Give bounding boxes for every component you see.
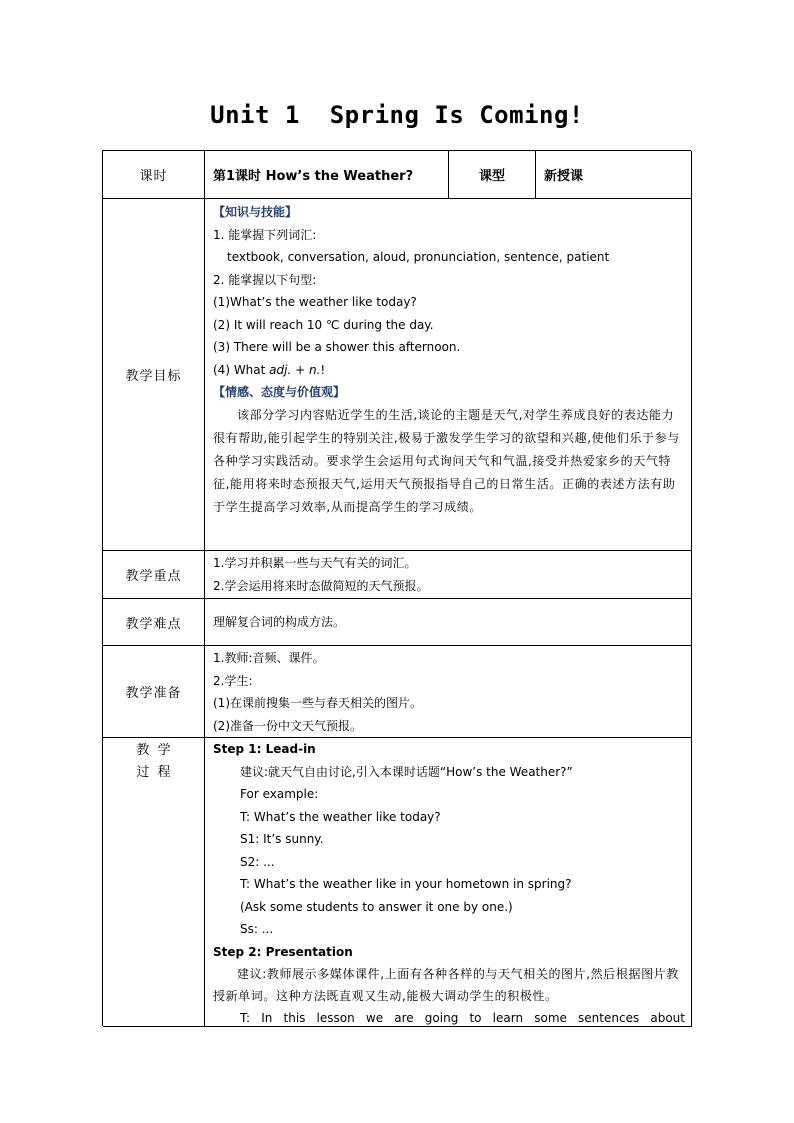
pattern-4-prefix: (4) What: [213, 362, 270, 377]
type-value-cell: [536, 151, 692, 199]
sentence-pattern-2: (2) It will reach 10 ℃ during the day.: [213, 317, 434, 332]
key-points-label-cell: [103, 551, 205, 599]
dialogue-line-6: Ss: ...: [240, 922, 274, 936]
preparation-content-cell: [205, 646, 692, 738]
preparation-label: 教学准备: [125, 686, 182, 701]
objectives-label: 教学目标: [125, 369, 182, 384]
difficulty-text: 理解复合词的构成方法。: [213, 614, 346, 629]
difficulty-content-cell: [205, 599, 692, 646]
vocabulary-list: textbook, conversation, aloud, pronunciation, sentence, patient: [227, 250, 610, 264]
sentence-pattern-3: (3) There will be a shower this afternoon.: [213, 340, 461, 354]
objectives-label-cell: [103, 199, 205, 551]
attitude-paragraph: 该部分学习内容贴近学生的生活,谈论的主题是天气,对学生养成良好的表达能力很有帮助,能引起学生的特别关注,极易于激发学生学习的欲望和兴趣,使他们乐于参与各种学习实践活动。要求学生会运用句式询问天气和气温,接受并热爱家乡的天气特征,能用将来时态预报天气,运用天气预报指导自己的日常生活。正确的表述方法有助于学生提高学习效率,从而提高学生的学习成绩。: [213, 407, 680, 514]
lesson-title: 第1课时 How’s the Weather?: [213, 169, 414, 184]
key-point-1: 1.学习并积累一些与天气有关的词汇。: [213, 556, 417, 570]
lesson-plan-table: [102, 150, 691, 1026]
objectives-content-cell: [205, 199, 692, 551]
objective-item-1: 1. 能掌握下列词汇:: [213, 227, 317, 242]
key-point-2: 2.学会运用将来时态做简短的天气预报。: [213, 578, 429, 593]
sentence-pattern-4: [213, 359, 691, 382]
dialogue-line-4: T: What’s the weather like in your hometown in spring?: [240, 877, 572, 891]
objective-item-2: 2. 能掌握以下句型:: [213, 272, 317, 287]
dialogue-line-5: (Ask some students to answer it one by one.): [240, 899, 513, 914]
preparation-line-3: (1)在课前搜集一些与春天相关的图片。: [213, 696, 422, 710]
key-points-label: 教学重点: [125, 569, 182, 584]
dialogue-line-7: T: In this lesson we are going to learn some sentences about: [240, 1011, 685, 1025]
process-label-line-2: 过 程: [136, 765, 171, 780]
pattern-4-noun: n.: [308, 362, 321, 377]
sentence-pattern-1: (1)What’s the weather like today?: [213, 295, 417, 309]
lesson-label-cell: [103, 151, 205, 199]
lesson-label: 课时: [139, 169, 168, 184]
preparation-line-4: (2)准备一份中文天气预报。: [213, 718, 362, 733]
knowledge-heading: 【知识与技能】: [213, 205, 298, 219]
type-label-cell: [449, 151, 536, 199]
step-1-suggestion: 建议:就天气自由讨论,引入本课时话题“How’s the Weather?”: [240, 764, 573, 779]
pattern-4-plus: +: [291, 362, 309, 377]
key-points-content-cell: [205, 551, 692, 599]
document-title: Unit 1 Spring Is Coming!: [210, 101, 584, 129]
example-label: For example:: [240, 787, 319, 801]
preparation-label-cell: [103, 646, 205, 738]
step-2-heading: Step 2: Presentation: [213, 944, 353, 959]
process-label-line-1: 教 学: [136, 743, 171, 758]
process-content-cell: [205, 738, 692, 1027]
type-value: 新授课: [544, 169, 584, 184]
difficulty-label-cell: [103, 599, 205, 646]
preparation-line-2: 2.学生:: [213, 673, 253, 688]
difficulty-label: 教学难点: [125, 616, 182, 632]
dialogue-line-1: T: What’s the weather like today?: [240, 809, 441, 824]
pattern-4-suffix: !: [320, 362, 326, 377]
step-1-heading: Step 1: Lead-in: [213, 742, 316, 756]
step-2-suggestion: 建议:教师展示多媒体课件,上面有各种各样的与天气相关的图片,然后根据图片教授新单词。这种方法既直观又生动,能极大调动学生的积极性。: [213, 967, 679, 1003]
dialogue-line-3: S2: ...: [240, 854, 275, 869]
pattern-4-adj: adj.: [269, 362, 292, 377]
preparation-line-1: 1.教师:音频、课件。: [213, 651, 325, 665]
type-label: 课型: [478, 169, 505, 184]
attitude-heading: 【情感、态度与价值观】: [213, 385, 346, 399]
dialogue-line-2: S1: It’s sunny.: [240, 832, 324, 846]
lesson-title-cell: [205, 151, 449, 199]
process-label-cell: [103, 738, 205, 1027]
